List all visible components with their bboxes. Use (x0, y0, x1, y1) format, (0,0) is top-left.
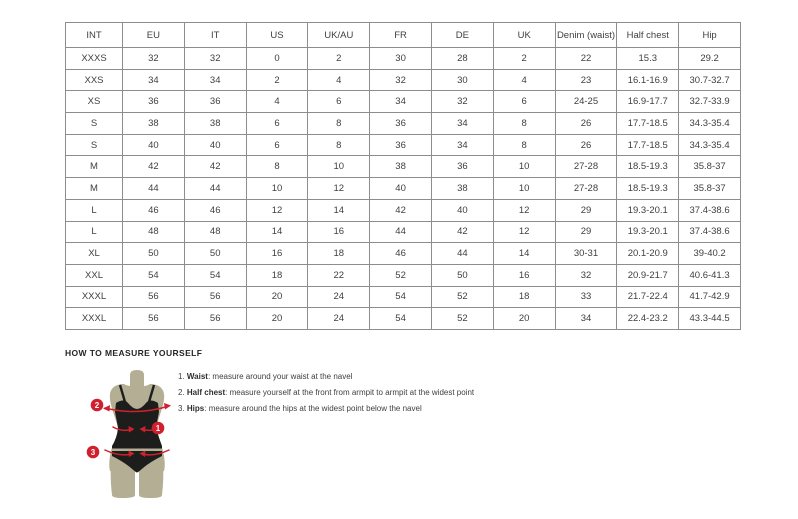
table-cell: 20.1-20.9 (617, 243, 679, 265)
measure-step (178, 401, 474, 417)
table-cell: 14 (493, 243, 555, 265)
table-cell: 54 (370, 286, 432, 308)
table-cell: 35.8-37 (679, 156, 741, 178)
table-cell: 10 (493, 178, 555, 200)
table-cell: 8 (308, 113, 370, 135)
table-cell: 24-25 (555, 91, 617, 113)
table-cell: 42 (184, 156, 246, 178)
table-cell: 50 (123, 243, 185, 265)
table-cell: 24 (308, 308, 370, 330)
table-cell: 34 (123, 69, 185, 91)
table-cell: 30.7-32.7 (679, 69, 741, 91)
table-cell: XXXL (66, 286, 123, 308)
step-label: Half chest (186, 388, 226, 397)
table-row (66, 69, 741, 91)
column-header: Denim (waist) (555, 23, 617, 48)
table-cell: 8 (493, 134, 555, 156)
table-cell: 2 (246, 69, 308, 91)
table-cell: XS (66, 91, 123, 113)
table-cell: 2 (308, 48, 370, 70)
table-cell: 18 (246, 264, 308, 286)
table-cell: 20 (493, 308, 555, 330)
step-text: : measure around the hips at the widest point below the navel (204, 404, 422, 413)
table-cell: 34.3-35.4 (679, 134, 741, 156)
table-cell: 24 (308, 286, 370, 308)
table-cell: 46 (370, 243, 432, 265)
table-cell: 22.4-23.2 (617, 308, 679, 330)
size-table-body (66, 48, 741, 330)
table-cell: 39-40.2 (679, 243, 741, 265)
table-cell: 40 (370, 178, 432, 200)
measure-section-heading: HOW TO MEASURE YOURSELF (65, 348, 203, 358)
column-header: US (246, 23, 308, 48)
table-cell: 44 (431, 243, 493, 265)
step-text: : measure around your waist at the navel (207, 372, 353, 381)
table-cell: 38 (123, 113, 185, 135)
step-label: Waist (186, 372, 208, 381)
table-cell: 18 (493, 286, 555, 308)
table-cell: 20.9-21.7 (617, 264, 679, 286)
table-cell: 34 (431, 113, 493, 135)
table-cell: S (66, 113, 123, 135)
table-cell: 34 (184, 69, 246, 91)
table-cell: 46 (184, 199, 246, 221)
table-cell: 27-28 (555, 156, 617, 178)
table-cell: 52 (370, 264, 432, 286)
table-cell: 32 (370, 69, 432, 91)
table-cell: 37.4-38.6 (679, 199, 741, 221)
step-number: 2. (178, 388, 187, 397)
svg-text:1: 1 (155, 424, 161, 433)
table-cell: M (66, 178, 123, 200)
table-cell: 41.7-42.9 (679, 286, 741, 308)
table-cell: 36 (123, 91, 185, 113)
table-cell: 30-31 (555, 243, 617, 265)
half-chest-badge (91, 399, 104, 412)
table-cell: 6 (246, 134, 308, 156)
table-cell: 16 (246, 243, 308, 265)
table-cell: 34.3-35.4 (679, 113, 741, 135)
table-cell: 27-28 (555, 178, 617, 200)
table-cell: 54 (370, 308, 432, 330)
table-row (66, 199, 741, 221)
table-row (66, 178, 741, 200)
table-cell: 54 (184, 264, 246, 286)
table-cell: 4 (493, 69, 555, 91)
table-cell: 52 (431, 308, 493, 330)
column-header: FR (370, 23, 432, 48)
table-cell: 36 (431, 156, 493, 178)
mannequin-left-thigh (111, 464, 135, 498)
mannequin-right-thigh (139, 464, 163, 498)
table-cell: 26 (555, 134, 617, 156)
column-header: IT (184, 23, 246, 48)
table-cell: 56 (123, 286, 185, 308)
table-cell: 38 (431, 178, 493, 200)
column-header: DE (431, 23, 493, 48)
table-cell: 32.7-33.9 (679, 91, 741, 113)
table-cell: 48 (123, 221, 185, 243)
table-cell: 56 (184, 308, 246, 330)
table-cell: S (66, 134, 123, 156)
chest-arrow-left (103, 405, 110, 412)
table-cell: 6 (493, 91, 555, 113)
mannequin-neck (130, 370, 144, 388)
table-cell: 29 (555, 199, 617, 221)
table-row (66, 113, 741, 135)
table-cell: 12 (246, 199, 308, 221)
column-header: UK (493, 23, 555, 48)
measure-step (178, 385, 474, 401)
table-row (66, 48, 741, 70)
table-cell: 29.2 (679, 48, 741, 70)
table-cell: 21.7-22.4 (617, 286, 679, 308)
table-row (66, 308, 741, 330)
table-cell: 36 (370, 134, 432, 156)
table-cell: 18.5-19.3 (617, 156, 679, 178)
table-cell: 19.3-20.1 (617, 199, 679, 221)
table-cell: 32 (555, 264, 617, 286)
table-cell: 6 (246, 113, 308, 135)
table-row (66, 286, 741, 308)
table-cell: 8 (246, 156, 308, 178)
waist-badge (152, 422, 165, 435)
table-cell: 17.7-18.5 (617, 134, 679, 156)
table-cell: L (66, 199, 123, 221)
table-cell: 42 (123, 156, 185, 178)
table-cell: 34 (370, 91, 432, 113)
table-cell: 50 (431, 264, 493, 286)
size-chart-section (65, 22, 741, 330)
table-cell: 32 (431, 91, 493, 113)
measure-step (178, 369, 474, 385)
table-row (66, 134, 741, 156)
column-header: Hip (679, 23, 741, 48)
table-cell: 40 (184, 134, 246, 156)
table-cell: 48 (184, 221, 246, 243)
table-cell: 44 (370, 221, 432, 243)
table-cell: XL (66, 243, 123, 265)
table-cell: 8 (308, 134, 370, 156)
table-cell: 46 (123, 199, 185, 221)
table-cell: 26 (555, 113, 617, 135)
column-header: EU (123, 23, 185, 48)
table-cell: 38 (370, 156, 432, 178)
step-text: : measure yourself at the front from armpit to armpit at the widest point (225, 388, 475, 397)
table-cell: XXXS (66, 48, 123, 70)
table-cell: 43.3-44.5 (679, 308, 741, 330)
table-cell: L (66, 221, 123, 243)
table-cell: 0 (246, 48, 308, 70)
table-row (66, 156, 741, 178)
table-cell: 17.7-18.5 (617, 113, 679, 135)
table-cell: 22 (308, 264, 370, 286)
table-cell: 19.3-20.1 (617, 221, 679, 243)
table-cell: 4 (246, 91, 308, 113)
table-cell: 34 (555, 308, 617, 330)
table-cell: 10 (246, 178, 308, 200)
column-header: Half chest (617, 23, 679, 48)
table-row (66, 91, 741, 113)
table-cell: 42 (370, 199, 432, 221)
measure-steps (178, 369, 474, 417)
table-cell: 12 (493, 199, 555, 221)
table-cell: 14 (308, 199, 370, 221)
table-cell: 40 (123, 134, 185, 156)
table-cell: 6 (308, 91, 370, 113)
table-row (66, 243, 741, 265)
table-cell: 20 (246, 308, 308, 330)
table-cell: 56 (184, 286, 246, 308)
table-cell: 44 (184, 178, 246, 200)
table-cell: 56 (123, 308, 185, 330)
table-cell: 12 (493, 221, 555, 243)
table-cell: M (66, 156, 123, 178)
size-chart-table (65, 22, 741, 330)
table-cell: 8 (493, 113, 555, 135)
table-cell: 54 (123, 264, 185, 286)
table-cell: 2 (493, 48, 555, 70)
table-cell: 15.3 (617, 48, 679, 70)
step-label: Hips (186, 404, 205, 413)
table-cell: 10 (308, 156, 370, 178)
table-cell: 35.8-37 (679, 178, 741, 200)
table-cell: 12 (308, 178, 370, 200)
table-cell: 16 (493, 264, 555, 286)
table-cell: 28 (431, 48, 493, 70)
hips-badge (87, 446, 100, 459)
table-cell: 4 (308, 69, 370, 91)
table-cell: 33 (555, 286, 617, 308)
table-cell: 23 (555, 69, 617, 91)
step-number: 3. (178, 404, 187, 413)
table-cell: 32 (123, 48, 185, 70)
svg-text:3: 3 (90, 448, 96, 457)
table-cell: 29 (555, 221, 617, 243)
table-cell: 22 (555, 48, 617, 70)
table-cell: 42 (431, 221, 493, 243)
step-number: 1. (178, 372, 187, 381)
size-table-header-row (66, 23, 741, 48)
table-cell: 44 (123, 178, 185, 200)
table-cell: 16.9-17.7 (617, 91, 679, 113)
table-cell: XXXL (66, 308, 123, 330)
table-cell: 40 (431, 199, 493, 221)
svg-text:2: 2 (94, 401, 100, 410)
chest-arrow-right (164, 403, 171, 410)
table-cell: 18 (308, 243, 370, 265)
table-cell: 18.5-19.3 (617, 178, 679, 200)
table-cell: 40.6-41.3 (679, 264, 741, 286)
table-cell: 36 (184, 91, 246, 113)
table-cell: 50 (184, 243, 246, 265)
table-cell: 32 (184, 48, 246, 70)
table-cell: 52 (431, 286, 493, 308)
column-header: INT (66, 23, 123, 48)
table-cell: 14 (246, 221, 308, 243)
table-row (66, 221, 741, 243)
column-header: UK/AU (308, 23, 370, 48)
table-cell: 16 (308, 221, 370, 243)
table-cell: 16.1-16.9 (617, 69, 679, 91)
table-cell: 10 (493, 156, 555, 178)
table-cell: 37.4-38.6 (679, 221, 741, 243)
table-cell: XXL (66, 264, 123, 286)
table-cell: 30 (370, 48, 432, 70)
table-cell: 36 (370, 113, 432, 135)
table-cell: 20 (246, 286, 308, 308)
table-cell: 34 (431, 134, 493, 156)
table-cell: 30 (431, 69, 493, 91)
table-row (66, 264, 741, 286)
table-cell: XXS (66, 69, 123, 91)
table-cell: 38 (184, 113, 246, 135)
